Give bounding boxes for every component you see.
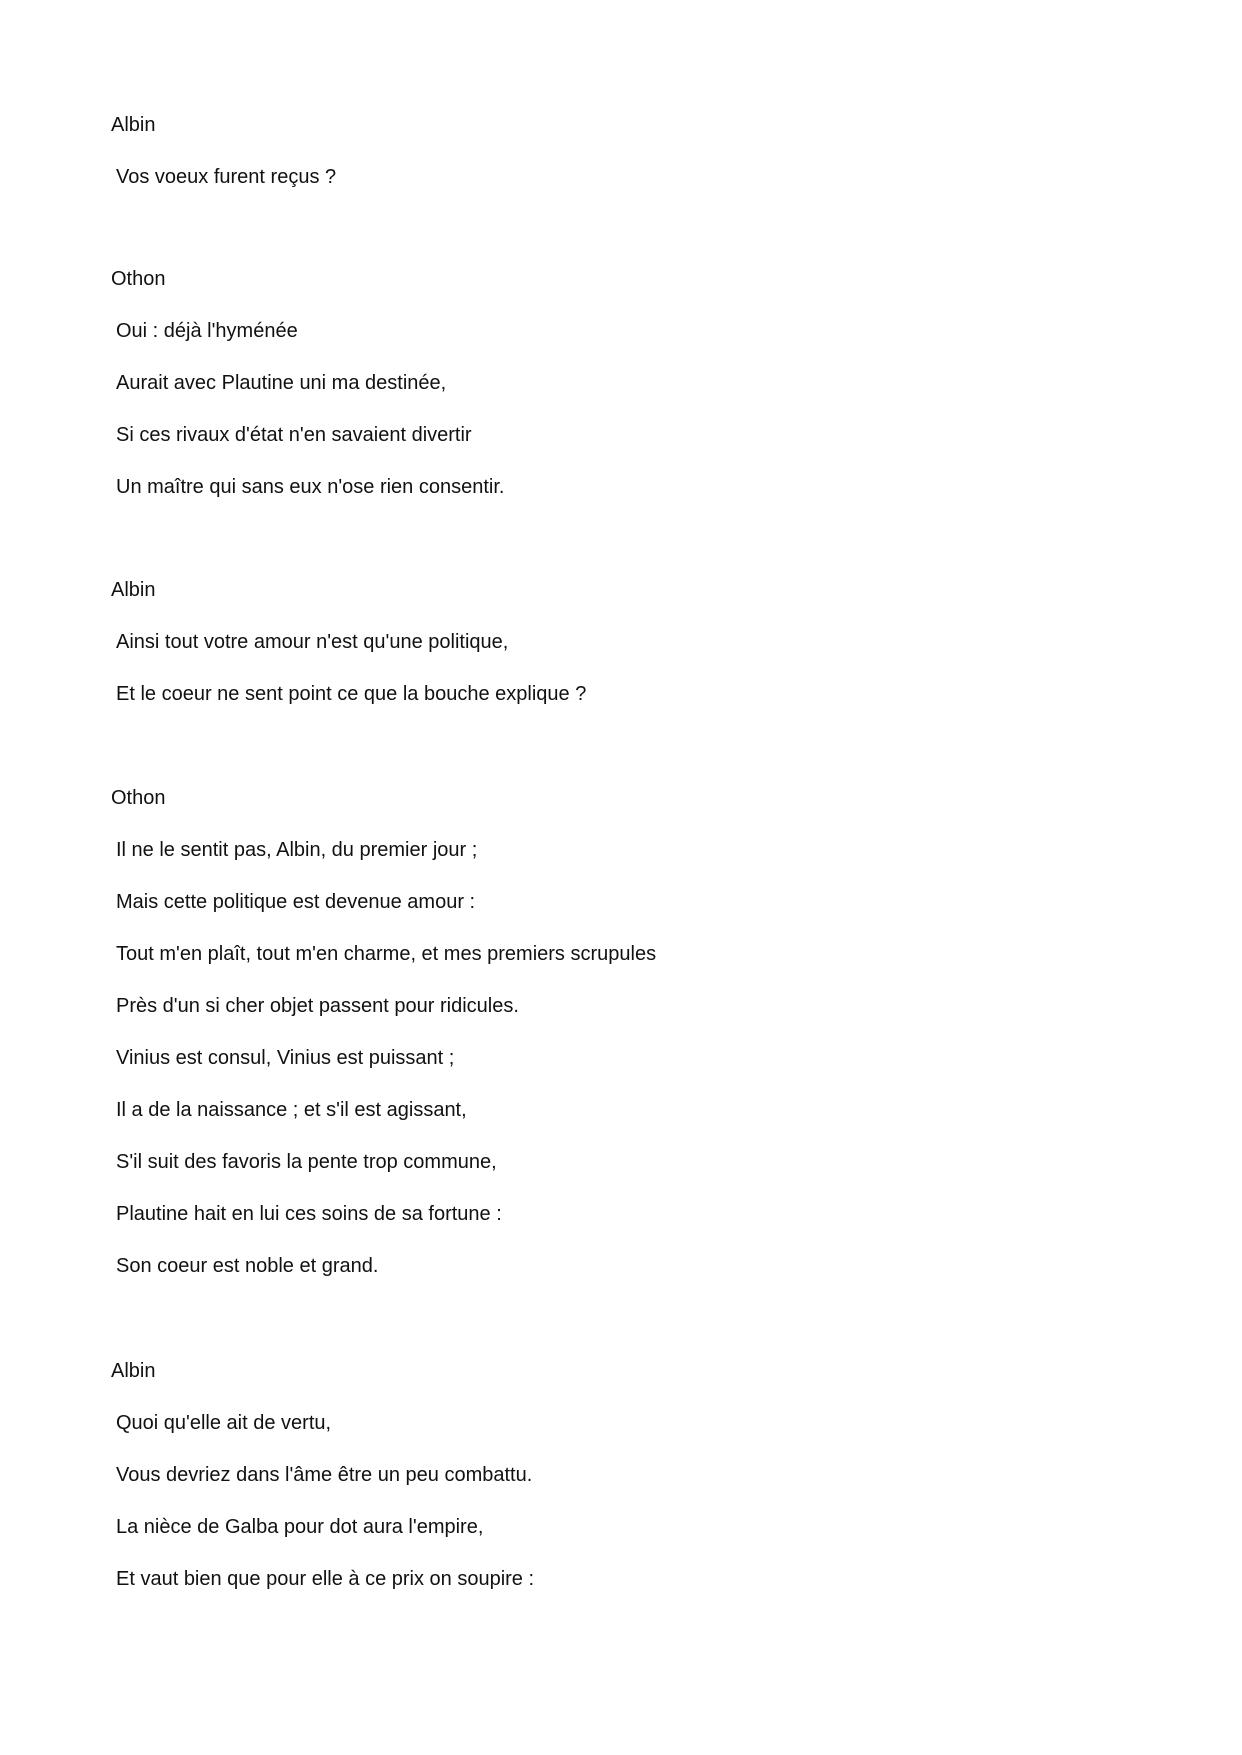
verse-line: Ainsi tout votre amour n'est qu'une politique, bbox=[116, 631, 509, 653]
verse-line: Vous devriez dans l'âme être un peu combattu. bbox=[116, 1464, 533, 1486]
speaker-name: Othon bbox=[111, 787, 166, 809]
speaker-name: Albin bbox=[111, 579, 156, 601]
verse-line: Vos voeux furent reçus ? bbox=[116, 166, 337, 188]
verse-line: Plautine hait en lui ces soins de sa fortune : bbox=[116, 1203, 502, 1225]
verse-line: Si ces rivaux d'état n'en savaient divertir bbox=[116, 424, 472, 446]
verse-line: Son coeur est noble et grand. bbox=[116, 1255, 379, 1277]
speaker-name: Othon bbox=[111, 268, 166, 290]
verse-line: Près d'un si cher objet passent pour ridicules. bbox=[116, 995, 519, 1017]
verse-line: Mais cette politique est devenue amour : bbox=[116, 891, 476, 913]
speaker-name: Albin bbox=[111, 114, 156, 136]
verse-line: Il ne le sentit pas, Albin, du premier jour ; bbox=[116, 839, 478, 861]
verse-line: Et vaut bien que pour elle à ce prix on soupire : bbox=[116, 1568, 535, 1590]
verse-line: Oui : déjà l'hyménée bbox=[116, 320, 298, 342]
verse-line: Vinius est consul, Vinius est puissant ; bbox=[116, 1047, 455, 1069]
verse-line: Aurait avec Plautine uni ma destinée, bbox=[116, 372, 447, 394]
speaker-name: Albin bbox=[111, 1360, 156, 1382]
verse-line: Quoi qu'elle ait de vertu, bbox=[116, 1412, 332, 1434]
verse-line: La nièce de Galba pour dot aura l'empire, bbox=[116, 1516, 484, 1538]
verse-line: Il a de la naissance ; et s'il est agissant, bbox=[116, 1099, 467, 1121]
verse-line: Et le coeur ne sent point ce que la bouche explique ? bbox=[116, 683, 587, 705]
verse-line: S'il suit des favoris la pente trop commune, bbox=[116, 1151, 497, 1173]
verse-line: Tout m'en plaît, tout m'en charme, et mes premiers scrupules bbox=[116, 943, 657, 965]
verse-line: Un maître qui sans eux n'ose rien consentir. bbox=[116, 476, 505, 498]
